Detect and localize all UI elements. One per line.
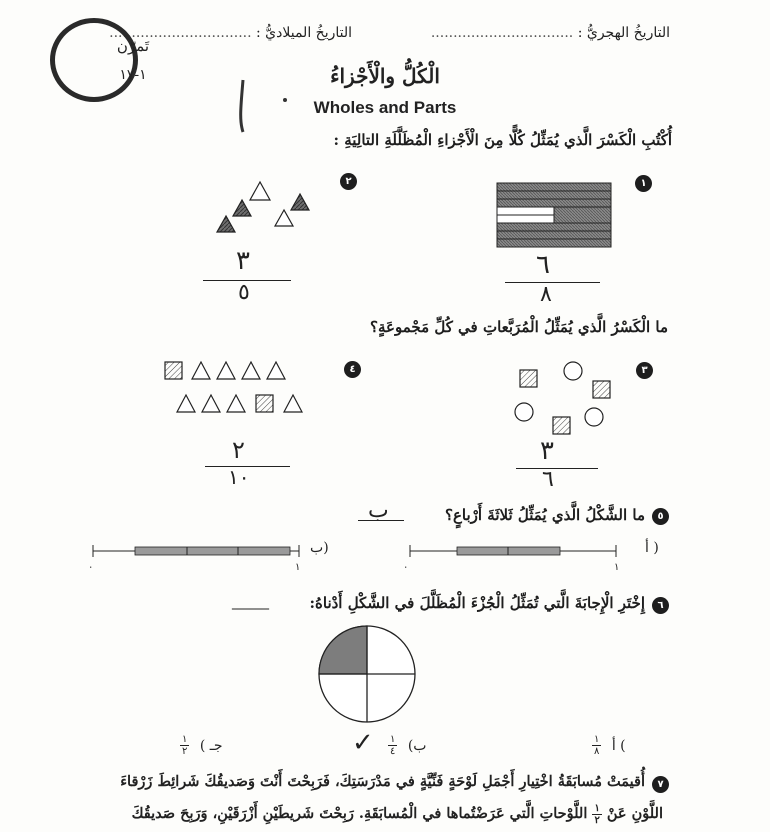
q2-triangle-5 xyxy=(291,194,309,210)
q4-triangle-7 xyxy=(227,395,245,412)
q1-row-1 xyxy=(497,183,611,191)
part2-instruction: ما الْكَسْرُ الَّذي يُمَثِّلُ الْمُرَبَّعاتِ في كُلِّ مَجْموعَةٍ؟ xyxy=(370,318,668,336)
q7-number: ٧ xyxy=(652,776,669,793)
q5-b-tick-zero: ٠ xyxy=(88,562,94,573)
q6-question: إِخْتَرِ الْإِجابَةَ الَّتي تُمَثِّلُ الْجُزْءَ الْمُظَلَّلَ في الشَّكْلِ أَدْناهُ: xyxy=(309,594,645,612)
stamp-code: ١-١٧ xyxy=(119,67,147,83)
q1-row-7 xyxy=(497,231,611,239)
q4-triangle-3 xyxy=(242,362,260,379)
gregorian-date-label: التاريخُ الميلاديُّ : xyxy=(256,25,352,41)
q6-circle xyxy=(313,620,421,728)
hijri-date-blank[interactable]: ................................ xyxy=(430,25,574,41)
q2-triangle-3 xyxy=(217,216,235,232)
q5-b-tick-one: ١ xyxy=(295,562,301,573)
q4-triangle-4 xyxy=(267,362,285,379)
q6-option-b-label: (ب xyxy=(407,737,427,754)
stamp-word: تَمرّن xyxy=(116,37,150,55)
q7-line-1: أُقيمَتْ مُسابَقَةُ اخْتِيارِ أَجْمَلِ لَوْحَةٍ فَنِّيَّةٍ في مَدْرَسَتِكَ، فَرَبِحْتَ أَنْتَ وَصَديقُكَ شَرائِطَ زَرْقاءَ xyxy=(120,773,645,790)
q6-number: ٦ xyxy=(652,597,669,614)
q7-line-2-end: اللَّوْحاتِ الَّتي عَرَضْتُماها في الْمُسابَقَةِ. رَبِحْتَ شَريطَيْنِ أَزْرَقَيْنِ، وَرَبِحَ صَديقُكَ xyxy=(131,805,588,822)
exercise-stamp xyxy=(50,18,150,102)
q1-denominator[interactable]: ٨ xyxy=(540,282,552,307)
q2-triangle-2 xyxy=(233,200,251,216)
lesson-title-en: Wholes and Parts xyxy=(313,98,457,117)
q5-question: ما الشَّكْلُ الَّذي يُمَثِّلُ ثَلاثَةَ أَرْباعٍ؟ xyxy=(445,506,645,524)
hijri-date xyxy=(431,25,670,41)
q5-a-tick-zero: ٠ xyxy=(403,562,409,573)
q4-number: ٤ xyxy=(344,361,361,378)
q6-answer-blank[interactable]: ______ xyxy=(232,594,268,610)
q3-square-1 xyxy=(520,370,537,387)
q1-row-8 xyxy=(497,239,611,247)
q7-line-2 xyxy=(83,798,663,830)
q1-shaded-rectangle xyxy=(494,180,614,250)
q3-shapes xyxy=(508,358,618,440)
q4-triangle-8 xyxy=(284,395,302,412)
q1-number: ١ xyxy=(635,175,652,192)
q7-line-2-start: اللَّوْنِ عَنْ xyxy=(606,805,663,822)
q5-answer-line xyxy=(358,520,404,521)
q1-row-3 xyxy=(497,199,611,207)
hijri-date-label: التاريخُ الهجريُّ : xyxy=(577,25,670,41)
q7-fraction: $\frac{١}{٢}$ xyxy=(594,802,600,826)
q3-circle-3 xyxy=(585,408,603,426)
q5-option-b-label: ب) xyxy=(310,540,329,556)
q5-a-tick-one: ١ xyxy=(614,562,620,573)
q1-row-2 xyxy=(497,191,611,199)
q4-denominator[interactable]: ١٠ xyxy=(228,465,250,489)
q3-square-3 xyxy=(553,417,570,434)
q4-numerator[interactable]: ٢ xyxy=(232,436,245,464)
q2-numerator[interactable]: ٣ xyxy=(236,246,250,276)
q3-number: ٣ xyxy=(636,362,653,379)
q3-denominator[interactable]: ٦ xyxy=(542,467,554,492)
q2-triangles xyxy=(212,180,317,240)
q6-option-a-label: أ ( xyxy=(611,737,626,754)
q6-shaded-quarter xyxy=(319,626,367,674)
q6-option-a-fraction: $\frac{١}{٨}$ xyxy=(594,734,600,757)
q1-row-6 xyxy=(497,223,611,231)
q3-fraction-bar xyxy=(516,468,598,469)
q3-square-2 xyxy=(593,381,610,398)
q2-triangle-4 xyxy=(275,210,293,226)
q1-right-shaded-part xyxy=(554,207,611,223)
q4-square-2 xyxy=(256,395,273,412)
q5-answer[interactable]: ب xyxy=(368,498,389,523)
q2-triangle-1 xyxy=(250,182,270,200)
part1-instruction: أُكْتُبِ الْكَسْرَ الَّذي يُمَثِّلُ كُلًّا مِنَ الْأَجْزاءِ الْمُظَلَّلَةِ التالِيَةِ : xyxy=(333,131,672,149)
q6-option-a[interactable] xyxy=(592,734,626,757)
q6-option-b-fraction: $\frac{١}{٤}$ xyxy=(390,734,396,757)
lesson-title-ar: الْكُلُّ والْأَجْزاءُ xyxy=(330,64,440,88)
q5-b-shaded xyxy=(135,547,290,555)
q4-triangle-5 xyxy=(177,395,195,412)
q4-square-1 xyxy=(165,362,182,379)
q4-triangle-1 xyxy=(192,362,210,379)
q3-numerator[interactable]: ٣ xyxy=(540,436,554,466)
q4-triangle-6 xyxy=(202,395,220,412)
q2-denominator[interactable]: ٥ xyxy=(238,280,250,305)
q6-option-c[interactable] xyxy=(180,734,223,757)
q5-option-b-bar[interactable] xyxy=(85,541,307,565)
q3-circle-1 xyxy=(564,362,582,380)
q3-circle-2 xyxy=(515,403,533,421)
q1-fraction-bar xyxy=(505,282,600,283)
q6-option-c-fraction: $\frac{١}{٢}$ xyxy=(182,734,188,757)
q6-option-c-label: ( جـ xyxy=(199,737,223,754)
q4-triangle-2 xyxy=(217,362,235,379)
q1-numerator[interactable]: ٦ xyxy=(536,250,550,280)
q6-check-mark: ✓ xyxy=(352,728,374,758)
q5-number: ٥ xyxy=(652,508,669,525)
gregorian-date-blank[interactable]: ................................ xyxy=(109,25,252,41)
q5-option-a-bar[interactable] xyxy=(402,541,624,565)
q4-shapes xyxy=(162,357,312,417)
q6-option-b[interactable] xyxy=(388,734,426,757)
q2-number: ٢ xyxy=(340,173,357,190)
q5-option-a-label: أ ) xyxy=(645,540,659,556)
